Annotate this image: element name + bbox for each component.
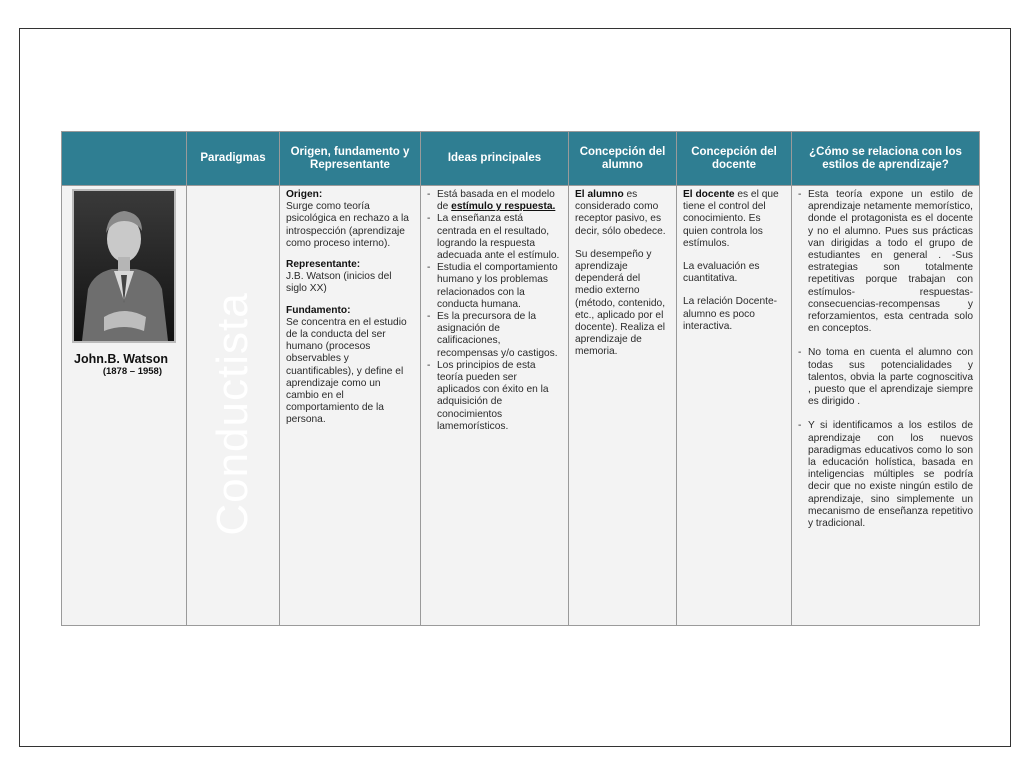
person-name: John.B. Watson [74, 352, 168, 366]
header-row [62, 132, 980, 186]
origin-text: Surge como teoría psicológica en rechazo a la introspección (aprendizaje como proceso interno). [286, 201, 409, 249]
paradigm-name: Conductista [207, 292, 257, 536]
list-item: - Es la precursora de la asignación de calificaciones, recompensas y/o castigos. [427, 311, 562, 360]
docente-paragraph-3: La relación Docente-alumno es poco interactiva. [683, 296, 778, 332]
list-item [427, 189, 562, 213]
list-item: - La enseñanza está centrada en el resultado, logrando la respuesta adecuada ante el estímulo. [427, 213, 562, 262]
list-item: - Los principios de esta teoría pueden ser aplicados con éxito en la adquisición de conocimientos lamemorísticos. [427, 360, 562, 433]
foundation-section [286, 305, 414, 427]
paradigm-cell [187, 186, 280, 626]
foundation-text: Se concentra en el estudio de la conducta del ser humano (procesos observables y cuantificables), y define el aprendizaje como un cambio en el comportamiento de la persona. [286, 316, 407, 426]
docente-text: es el que tiene el control del conocimiento. Es quien controla los estímulos. [683, 189, 779, 249]
alumno-paragraph-2: Su desempeño y aprendizaje dependerá del medio externo (método, contenido, etc., aplicado por el docente). Realiza el aprendizaje de memoria. [575, 248, 666, 358]
origin-cell [280, 186, 421, 626]
list-item: - Estudia el comportamiento humano y los problemas relacionados con la conducta humana. [427, 262, 562, 311]
photo-cell [62, 186, 187, 626]
list-item: - Y si identificamos a los estilos de aprendizaje con los nuevos paradigmas educativos como lo son la educación holística, basada en inteligencias múltiples se podría decir que no existe ningún estilo de aprendizaje, sino simplemente un mecanismo de enseñanza repetitivo y tradicional. [798, 420, 973, 530]
representative-section [286, 259, 414, 296]
header-ideas: Ideas principales [421, 132, 569, 186]
watson-portrait [72, 189, 176, 343]
representative-title: Representante: [286, 259, 361, 271]
header-docente: Concepción del docente [677, 132, 792, 186]
content-row [62, 186, 980, 626]
alumno-text: es considerado como receptor pasivo, es decir, sólo obedece. [575, 189, 666, 237]
docente-paragraph-2: La evaluación es cuantitativa. [683, 261, 760, 285]
docente-paragraph [683, 189, 785, 250]
idea-bold-text: estímulo y respuesta. [451, 201, 556, 213]
list-item: - Esta teoría expone un estilo de aprendizaje netamente memorístico, donde el protagonista es el docente y no el alumno. Pues sus prácticas van dirigidas a todo el grupo de estudiantes en general . -Sus estrategias son totalmente repetitivas porque trabajan con estímulos- respuestas-consecuencias-recompensas y reforzamientos, esta centrada solo en conceptos. [798, 189, 973, 335]
foundation-title: Fundamento: [286, 304, 351, 316]
docente-bold: El docente [683, 189, 735, 200]
paradigm-table [61, 131, 980, 626]
list-item: - No toma en cuenta el alumno con todas sus potencialidades y talentos, obvia la parte cognoscitiva , puesto que el aprendizaje siempre es dirigido . [798, 347, 973, 408]
alumno-bold: El alumno [575, 189, 624, 200]
header-estilos: ¿Cómo se relaciona con los estilos de aprendizaje? [792, 132, 980, 186]
estilos-cell [792, 186, 980, 626]
ideas-cell [421, 186, 569, 626]
representative-text: J.B. Watson (inicios del siglo XX) [286, 271, 392, 295]
header-alumno: Concepción del alumno [569, 132, 677, 186]
origin-section [286, 189, 414, 250]
alumno-paragraph [575, 189, 670, 238]
header-origen: Origen, fundamento y Representante [280, 132, 421, 186]
docente-cell [677, 186, 792, 626]
header-paradigmas: Paradigmas [187, 132, 280, 186]
ideas-list [427, 189, 562, 433]
person-dates: (1878 – 1958) [102, 366, 162, 378]
origin-title: Origen: [286, 189, 323, 200]
header-photo [62, 132, 187, 186]
idea-text: Está basada en el modelo de [437, 189, 555, 213]
estilos-list [798, 189, 973, 530]
alumno-cell [569, 186, 677, 626]
